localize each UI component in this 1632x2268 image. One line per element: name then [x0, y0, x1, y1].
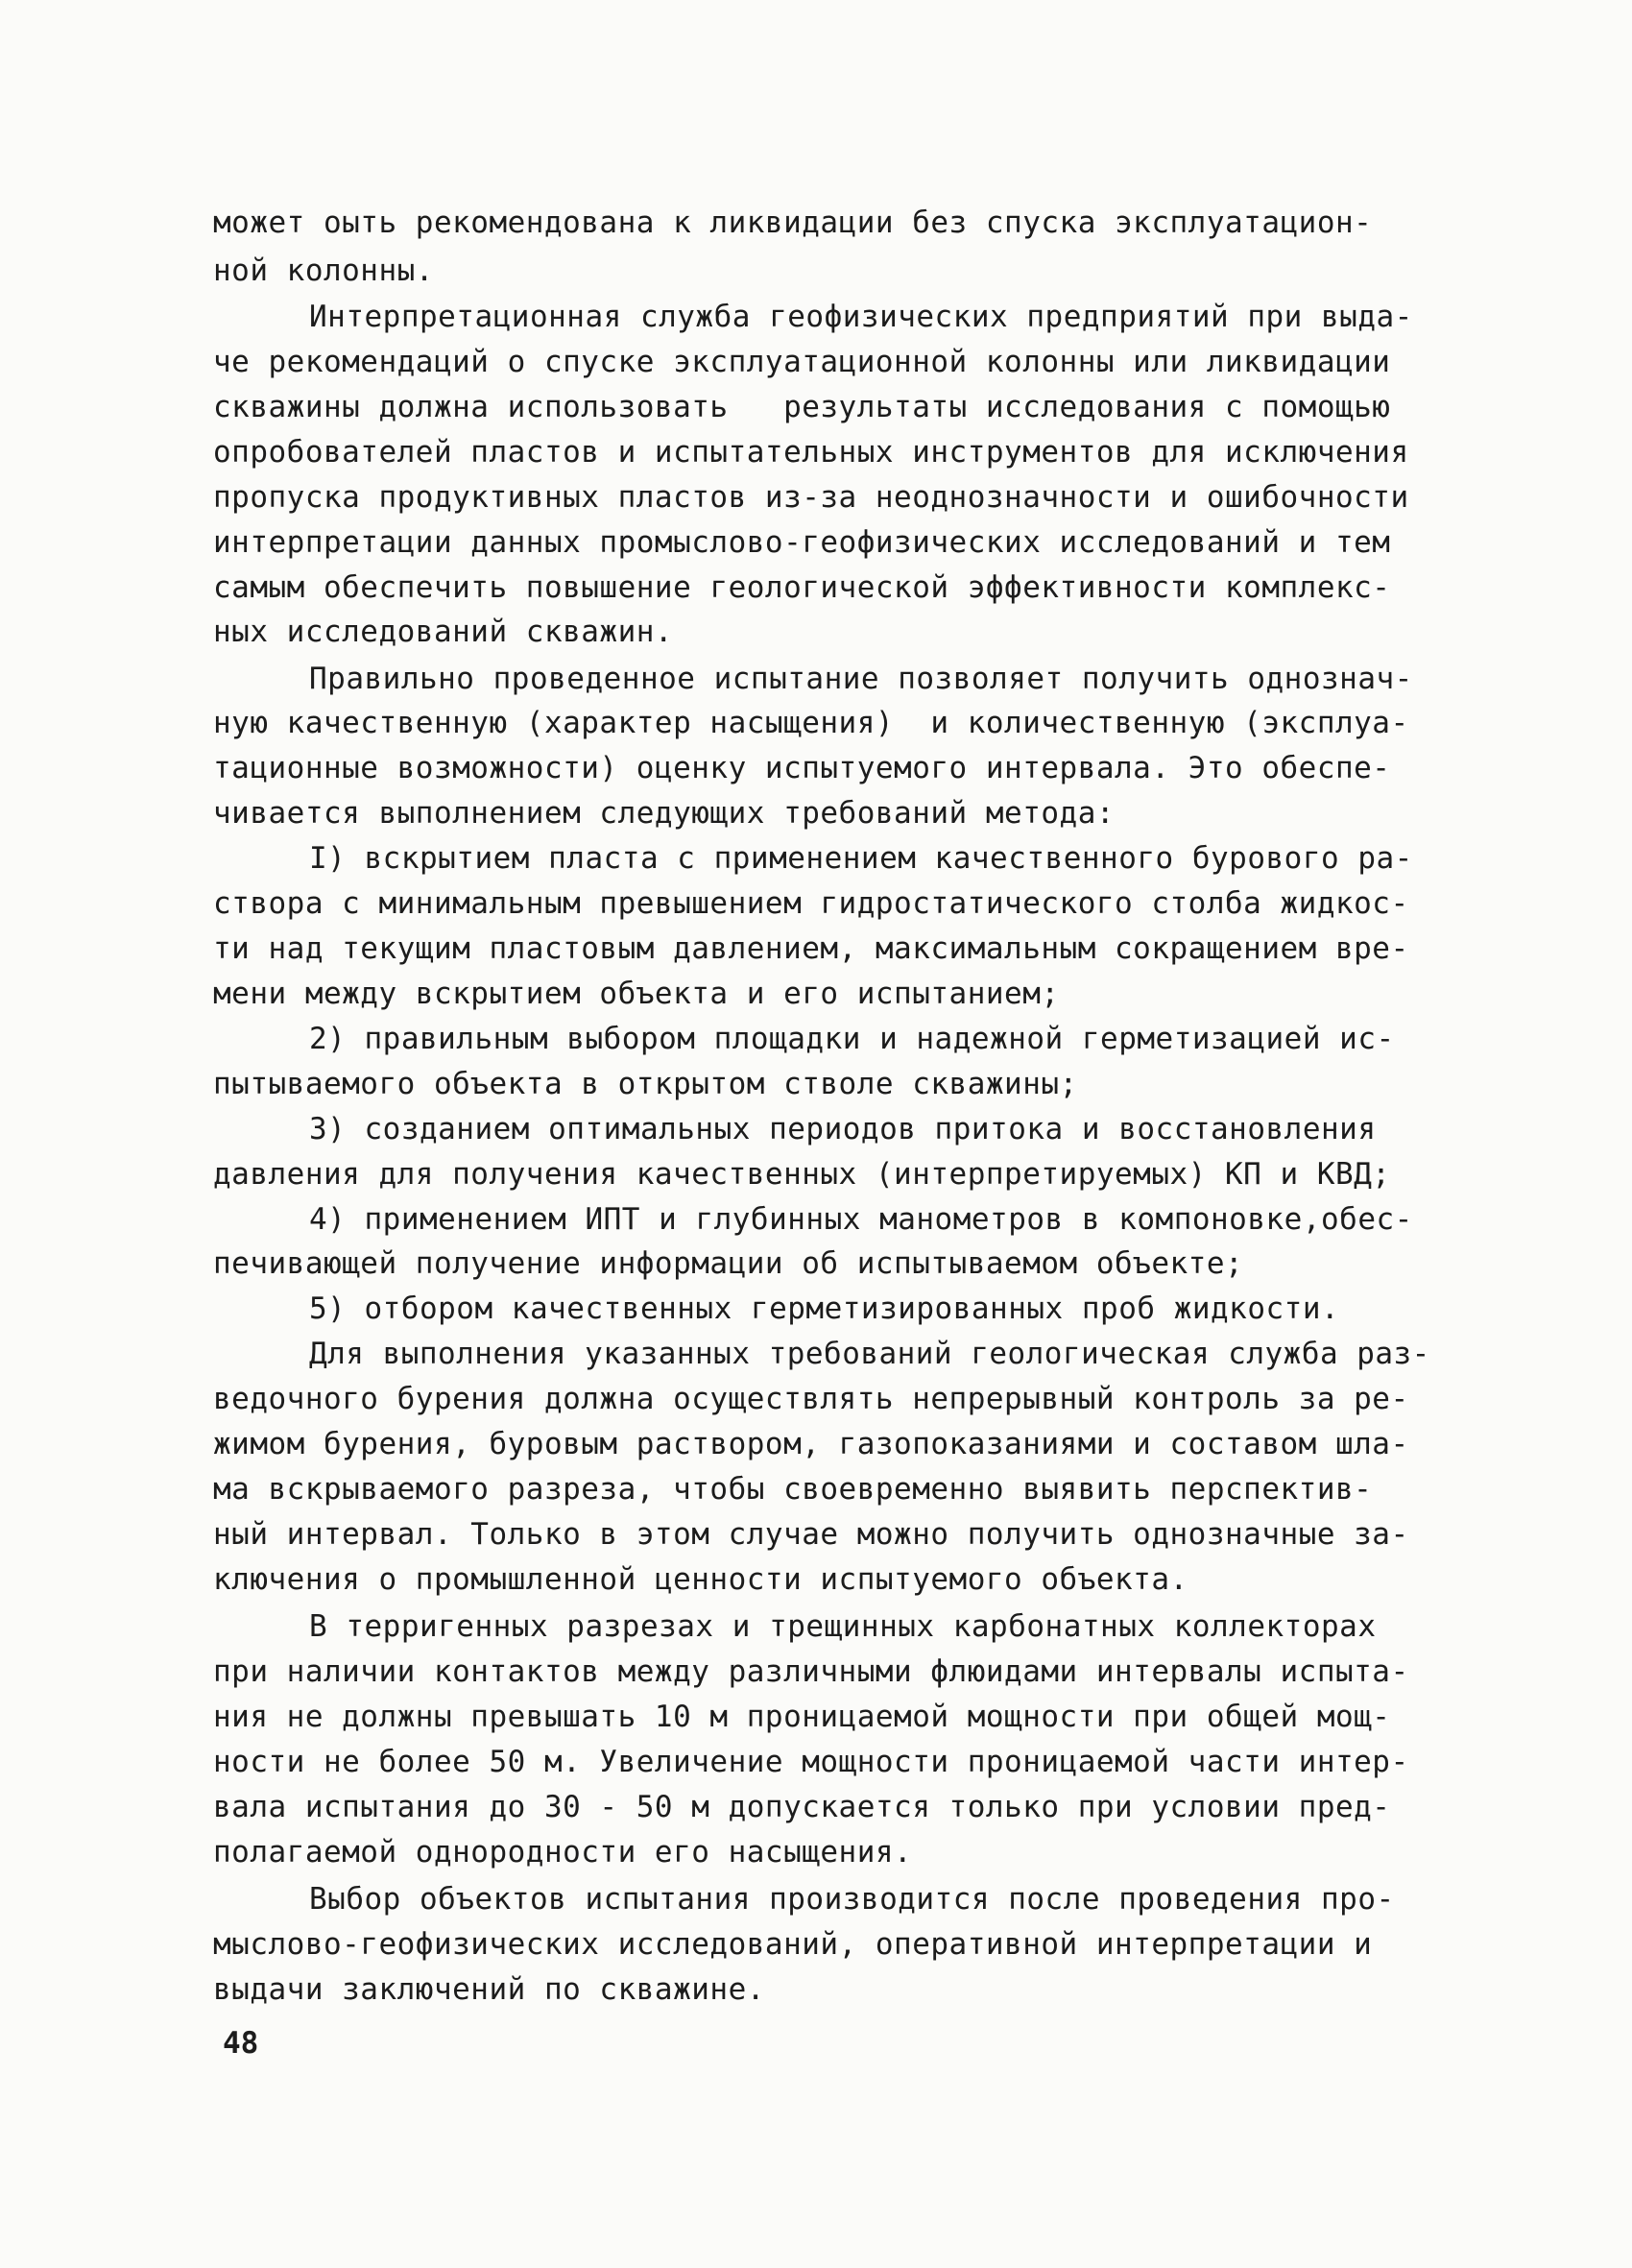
text-line: печивающей получение информации об испытываемом объекте; [213, 1246, 1244, 1281]
text-line: Выбор объектов испытания производится после проведения про- [309, 1882, 1395, 1917]
text-line: ти над текущим пластовым давлением, максимальным сокращением вре- [213, 931, 1409, 966]
text-line: 5) отбором качественных герметизированных проб жидкости. [309, 1291, 1340, 1326]
page-number: 48 [223, 2026, 259, 2061]
text-line: мени между вскрытием объекта и его испытанием; [213, 977, 1060, 1011]
text-line: при наличии контактов между различными флюидами интервалы испыта- [213, 1654, 1409, 1689]
text-line: пропуска продуктивных пластов из-за неоднозначности и ошибочности [213, 480, 1409, 515]
text-line: 2) правильным выбором площадки и надежной герметизацией ис- [309, 1022, 1395, 1056]
text-line: Для выполнения указанных требований геологическая служба раз- [309, 1337, 1430, 1371]
text-line: жимом бурения, буровым раствором, газопоказаниями и составом шла- [213, 1427, 1409, 1461]
text-line: ную качественную (характер насыщения) и количественную (эксплуа- [213, 706, 1409, 740]
text-line: может оыть рекомендована к ликвидации без спуска эксплуатацион- [213, 205, 1373, 240]
text-line: Правильно проведенное испытание позволяет получить однознач- [309, 662, 1413, 696]
text-line: ния не должны превышать 10 м проницаемой мощности при общей мощ- [213, 1700, 1391, 1734]
text-line: ведочного бурения должна осуществлять непрерывный контроль за ре- [213, 1382, 1409, 1416]
text-line: Интерпретационная служба геофизических предприятий при выда- [309, 300, 1413, 334]
text-line: самым обеспечить повышение геологической эффективности комплекс- [213, 570, 1391, 605]
text-line: I) вскрытием пласта с применением качественного бурового ра- [309, 841, 1413, 876]
text-line: 3) созданием оптимальных периодов притока и восстановления [309, 1112, 1377, 1146]
text-line: В терригенных разрезах и трещинных карбонатных коллекторах [309, 1609, 1377, 1644]
text-line: интерпретации данных промыслово-геофизических исследований и тем [213, 525, 1391, 560]
text-line: створа с минимальным превышением гидростатического столба жидкос- [213, 886, 1409, 921]
text-line: ключения о промышленной ценности испытуемого объекта. [213, 1562, 1188, 1597]
text-line: тационные возможности) оценку испытуемого интервала. Это обеспе- [213, 751, 1391, 785]
text-line: мыслово-геофизических исследований, оперативной интерпретации и [213, 1927, 1373, 1962]
text-line: выдачи заключений по скважине. [213, 1972, 765, 2007]
text-line: скважины должна использовать результаты исследования с помощью [213, 390, 1391, 424]
text-line: ных исследований скважин. [213, 615, 674, 649]
text-line: вала испытания до 30 - 50 м допускается только при условии пред- [213, 1790, 1391, 1824]
text-line: ности не более 50 м. Увеличение мощности проницаемой части интер- [213, 1745, 1409, 1779]
text-line: ма вскрываемого разреза, чтобы своевременно выявить перспектив- [213, 1472, 1373, 1507]
text-line: 4) применением ИПТ и глубинных манометров в компоновке,обес- [309, 1202, 1413, 1237]
text-line: че рекомендаций о спуске эксплуатационной колонны или ликвидации [213, 345, 1391, 379]
text-line: ный интервал. Только в этом случае можно получить однозначные за- [213, 1517, 1409, 1552]
text-line: чивается выполнением следующих требований метода: [213, 796, 1116, 831]
text-line: опробователей пластов и испытательных инструментов для исключения [213, 435, 1409, 470]
text-line: полагаемой однородности его насыщения. [213, 1835, 913, 1870]
text-line: давления для получения качественных (интерпретируемых) КП и КВД; [213, 1157, 1391, 1192]
text-line: пытываемого объекта в открытом стволе скважины; [213, 1067, 1078, 1101]
text-line: ной колонны. [213, 253, 434, 288]
